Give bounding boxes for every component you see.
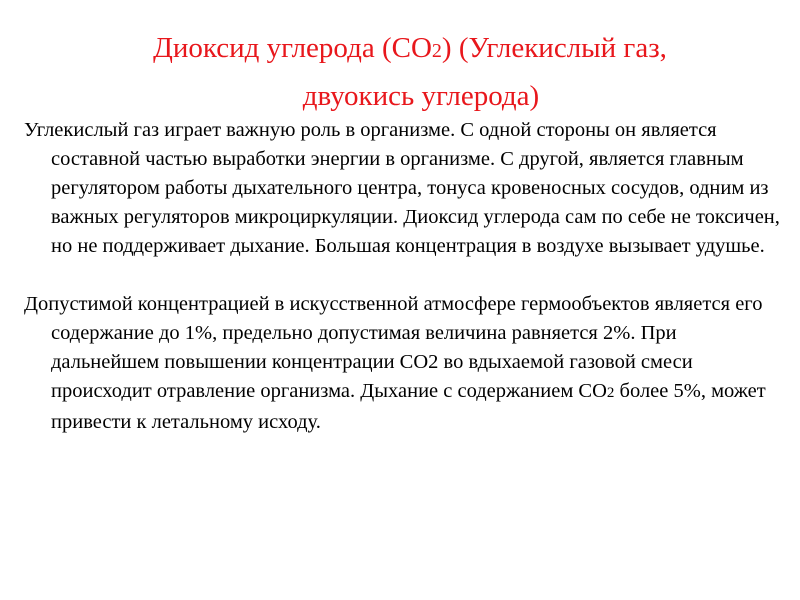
title-text-post: ) (Углекислый газ, bbox=[441, 32, 667, 64]
title-line-1 bbox=[60, 26, 760, 74]
title-subscript: 2 bbox=[431, 40, 442, 62]
title-text-pre: Диоксид углерода (СО bbox=[153, 32, 432, 64]
title-line-2: двуокись углерода) bbox=[302, 80, 540, 112]
slide-title bbox=[60, 26, 760, 119]
paragraph-2 bbox=[24, 290, 784, 437]
slide-body bbox=[24, 116, 784, 437]
paragraph-2-post: более 5%, может привести к летальному исходу. bbox=[51, 380, 766, 433]
paragraph-1: Углекислый газ играет важную роль в организме. С одной стороны он является составной частью выработки энергии в организме. С другой, является главным регулятором работы дыхательного центра, тонуса кровеносных сосудов, одним из важных регуляторов микроциркуляции. Диоксид углерода сам по себе не токсичен, но не поддерживает дыхание. Большая концентрация в воздухе вызывает удушье. bbox=[24, 119, 780, 257]
paragraph-2-pre: Допустимой концентрацией в искусственной атмосфере гермообъектов является его содержание до 1%, предельно допустимая величина равняется 2%. При дальнейшем повышении концентрации CO2 во вдыхаемой газовой смеси происходит отравление организма. Дыхание с содержанием СО bbox=[24, 293, 763, 402]
paragraph-2-subscript: 2 bbox=[606, 385, 615, 401]
